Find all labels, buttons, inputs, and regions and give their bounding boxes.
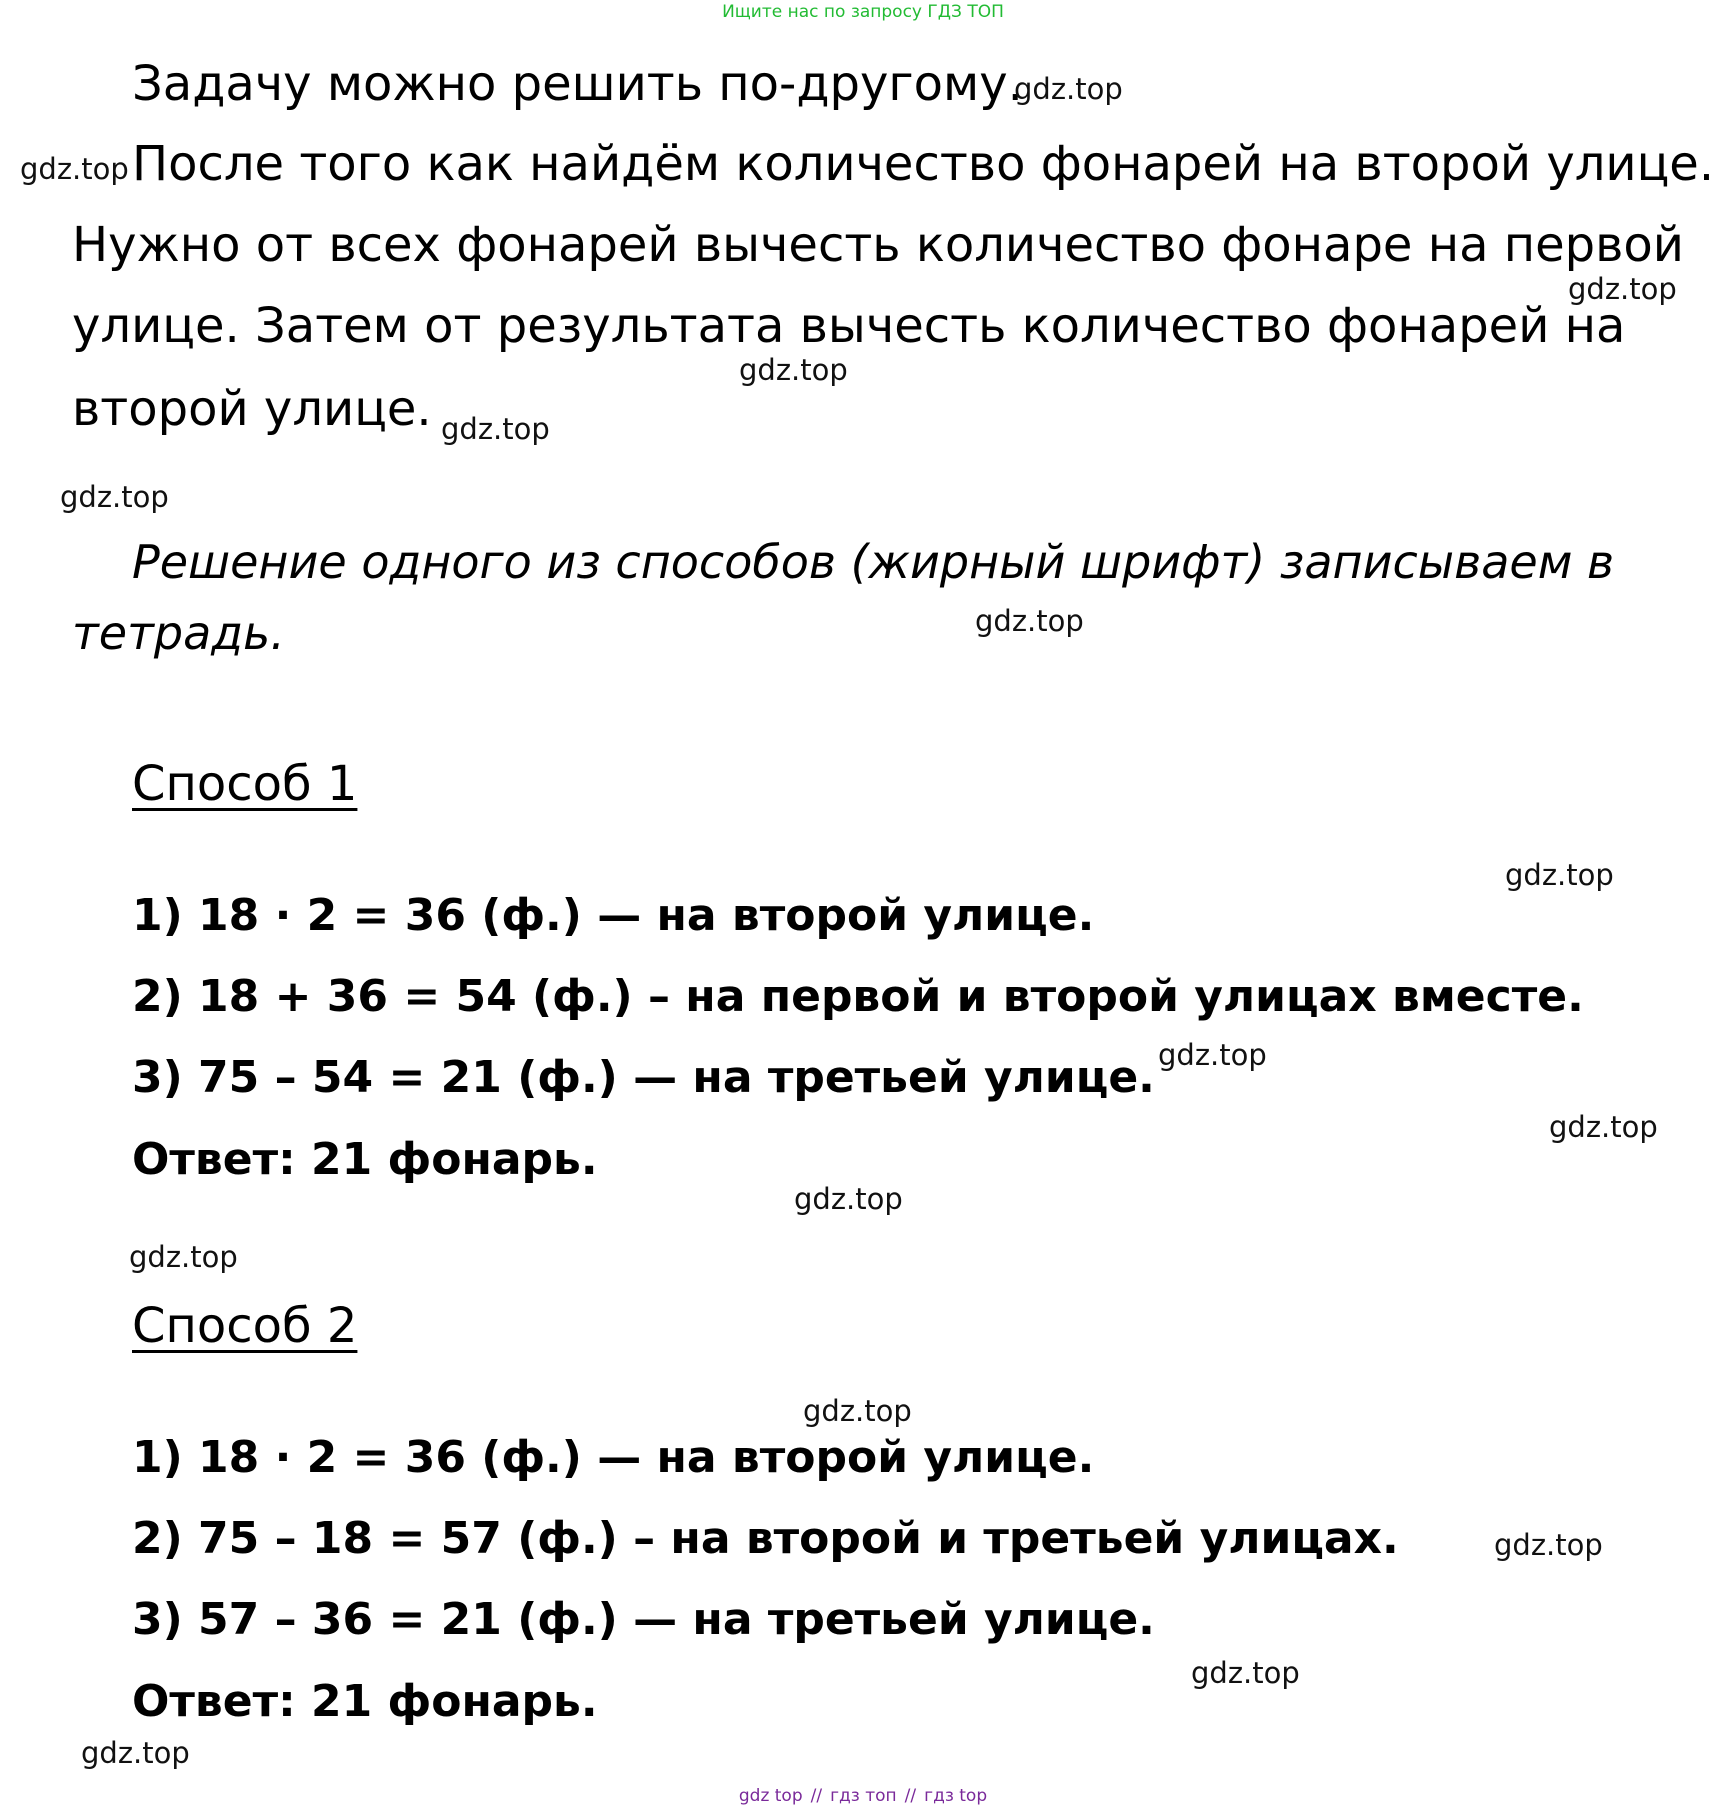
watermark: gdz.top [60,480,169,514]
method-2-step-1: 1) 18 · 2 = 36 (ф.) — на второй улице. [132,1432,1095,1483]
watermark: gdz.top [739,353,848,387]
intro-line-5: второй улице. [72,381,432,437]
watermark: gdz.top [1549,1110,1658,1144]
watermark: gdz.top [803,1394,912,1428]
intro-line-2: После того как найдём количество фонарей на второй улице. [132,136,1715,192]
footer-links [0,1786,1726,1806]
method-2-step-3: 3) 57 – 36 = 21 (ф.) — на третьей улице. [132,1594,1155,1645]
watermark: gdz.top [81,1736,190,1770]
footer-link-1[interactable]: gdz top [738,1786,803,1806]
watermark: gdz.top [1505,858,1614,892]
method-1-heading: Способ 1 [132,756,358,812]
note-line-1: Решение одного из способов (жирный шрифт) записываем в [132,535,1615,589]
footer-link-3[interactable]: гдз top [924,1786,988,1806]
method-1-answer: Ответ: 21 фонарь. [132,1134,598,1185]
watermark: gdz.top [1494,1528,1603,1562]
method-2-answer: Ответ: 21 фонарь. [132,1676,598,1727]
watermark: gdz.top [1158,1038,1267,1072]
intro-line-1: Задачу можно решить по-другому. [132,56,1023,112]
footer-link-2[interactable]: гдз топ [830,1786,897,1806]
intro-line-3: Нужно от всех фонарей вычесть количество фонаре на первой [72,217,1684,273]
method-1-step-1: 1) 18 · 2 = 36 (ф.) — на второй улице. [132,890,1095,941]
intro-line-4: улице. Затем от результата вычесть количество фонарей на [72,298,1626,354]
method-2-step-2: 2) 75 – 18 = 57 (ф.) – на второй и третьей улицах. [132,1513,1399,1564]
method-1-step-2: 2) 18 + 36 = 54 (ф.) – на первой и второй улицах вместе. [132,971,1584,1022]
footer-separator: // [810,1786,823,1806]
watermark: gdz.top [1191,1656,1300,1690]
footer-separator: // [904,1786,917,1806]
watermark: gdz.top [441,412,550,446]
watermark: gdz.top [975,604,1084,638]
top-banner[interactable]: Ищите нас по запросу ГДЗ ТОП [722,2,1004,22]
method-1-step-3: 3) 75 – 54 = 21 (ф.) — на третьей улице. [132,1052,1155,1103]
watermark: gdz.top [1014,72,1123,106]
watermark: gdz.top [129,1240,238,1274]
note-line-2: тетрадь. [72,606,285,660]
watermark: gdz.top [1568,272,1677,306]
watermark: gdz.top [20,152,129,186]
method-2-heading: Способ 2 [132,1298,358,1354]
watermark: gdz.top [794,1182,903,1216]
